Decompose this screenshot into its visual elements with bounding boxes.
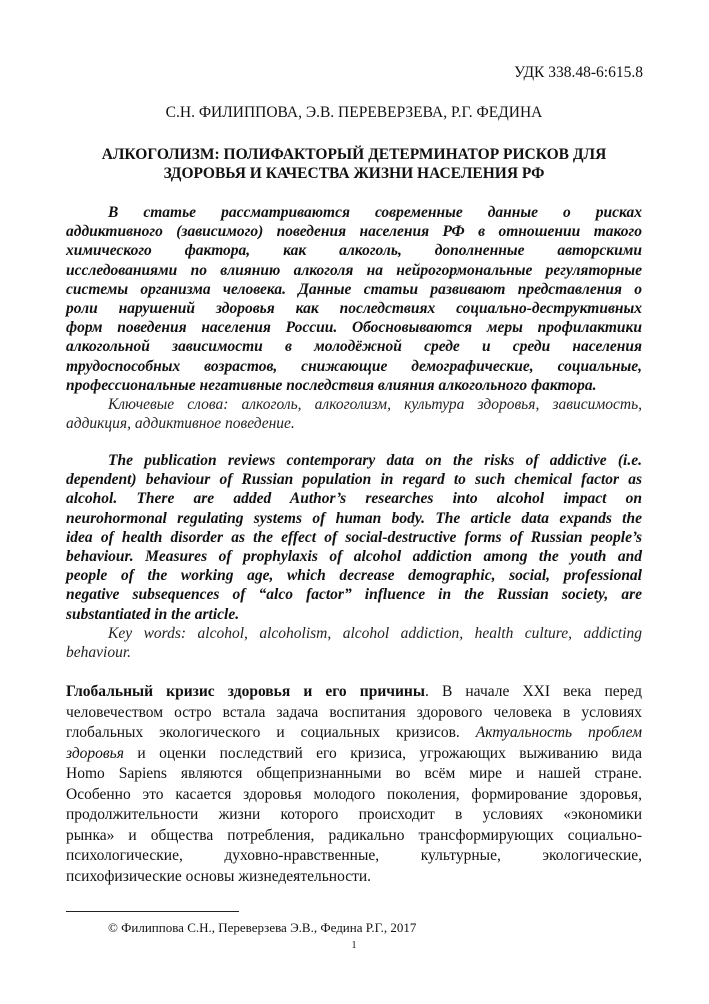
keywords-en-line: behaviour. bbox=[66, 644, 132, 662]
body-line: психологические, духовно-нравственные, культурные, экологические, bbox=[66, 847, 642, 864]
body-line: психофизические основы жизнедеятельности. bbox=[66, 867, 372, 885]
body-italic: Актуальность проблем bbox=[475, 724, 642, 741]
abstract-en-line: behaviour. Measures of prophylaxis of alcohol addiction among the youth and bbox=[66, 548, 642, 566]
abstract-ru-line: системы организма человека. Данные статьи развивают представления о bbox=[66, 280, 642, 298]
section-heading: Глобальный кризис здоровья и его причины bbox=[66, 683, 425, 700]
abstract-en-line: dependent) behaviour of Russian population in regard to such chemical factor as bbox=[66, 471, 642, 489]
keywords-en-line: Key words: alcohol, alcoholism, alcohol addiction, health culture, addicting bbox=[108, 624, 642, 642]
abstract-en bbox=[66, 451, 642, 662]
body-line: рынка» и общества потребления, радикально трансформирующих социально- bbox=[66, 826, 642, 844]
footnote-rule bbox=[66, 911, 239, 912]
abstract-ru-line: В статье рассматриваются современные данные о рисках bbox=[108, 204, 642, 221]
body-text: глобальных экологического и социальных кризисов. bbox=[66, 724, 460, 741]
keywords-ru-line: аддикция, аддиктивное поведение. bbox=[66, 415, 295, 433]
body-line: Особенно это касается здоровья молодого поколения, формирование здоровья, bbox=[66, 785, 642, 803]
keywords-ru bbox=[66, 395, 642, 433]
body-line: продолжительности жизни которого происходит в условиях «экономики bbox=[66, 806, 642, 823]
abstract-en-line: substantiated in the article. bbox=[66, 605, 240, 623]
body-line: Homo Sapiens являются общепризнанными во всём мире и нашей стране. bbox=[66, 765, 642, 782]
keywords-en bbox=[66, 624, 642, 662]
abstract-ru-line: алкогольной зависимости в молодёжной среде и среди населения bbox=[66, 338, 642, 356]
body-line: человечеством остро встала задача воспитания здорового человека в условиях bbox=[66, 703, 642, 721]
body-paragraph bbox=[66, 682, 642, 887]
abstract-ru-line: роли нарушений здоровья как последствиях социально-деструктивных bbox=[66, 300, 642, 318]
authors: С.Н. ФИЛИППОВА, Э.В. ПЕРЕВЕРЗЕВА, Р.Г. ФЕДИНА bbox=[165, 104, 543, 121]
title-line-2: ЗДОРОВЬЯ И КАЧЕСТВА ЖИЗНИ НАСЕЛЕНИЯ РФ bbox=[163, 165, 545, 182]
abstract-ru-line: профессиональные негативные последствия влияния алкогольного фактора. bbox=[66, 376, 597, 394]
abstract-ru-line: исследованиями по влиянию алкоголя на нейрогормональные регуляторные bbox=[66, 261, 642, 279]
body-line-1 bbox=[66, 682, 642, 703]
abstract-en-line: negative subsequences of “alco factor” influence in the Russian society, are bbox=[66, 586, 642, 604]
abstract-en-text bbox=[66, 451, 642, 624]
abstract-ru-line: трудоспособных возрастов, снижающие демографические, социальные, bbox=[66, 357, 642, 375]
abstract-ru-text bbox=[66, 203, 642, 395]
abstract-ru-line: аддиктивного (зависимого) поведения населения РФ в отношении такого bbox=[66, 223, 642, 241]
body-text: . В начале XXI века перед bbox=[424, 683, 642, 700]
abstract-en-line: The publication reviews contemporary data on the risks of addictive (i.e. bbox=[108, 452, 642, 469]
footnote: © Филиппова С.Н., Переверзева Э.В., Федина Р.Г., 2017 bbox=[108, 920, 417, 935]
abstract-en-line: idea of health disorder as the effect of social-destructive forms of Russian people’s bbox=[66, 528, 642, 546]
abstract-ru bbox=[66, 203, 642, 433]
abstract-en-line: people of the working age, which decrease demographic, social, professional bbox=[66, 567, 642, 585]
body-text: и оценки последствий его кризиса, угрожающих выживанию вида bbox=[123, 744, 642, 762]
keywords-ru-line: Ключевые слова: алкоголь, алкоголизм, культура здоровья, зависимость, bbox=[108, 396, 642, 414]
body-italic: здоровья bbox=[66, 744, 124, 762]
body-line-4 bbox=[66, 744, 642, 765]
abstract-en-line: alcohol. There are added Author’s researches into alcohol impact on bbox=[66, 490, 642, 508]
abstract-en-line: neurohormonal regulating systems of human body. The article data expands the bbox=[66, 509, 642, 527]
article-title bbox=[66, 145, 642, 183]
title-line-1: АЛКОГОЛИЗМ: ПОЛИФАКТОРЫЙ ДЕТЕРМИНАТОР РИСКОВ ДЛЯ bbox=[101, 146, 607, 163]
udc-code: УДК 338.48-6:615.8 bbox=[514, 64, 643, 81]
abstract-ru-line: химического фактора, как алкоголь, дополненные авторскими bbox=[66, 242, 642, 260]
abstract-ru-line: форм поведения населения России. Обосновываются меры профилактики bbox=[66, 319, 642, 337]
page-number: 1 bbox=[351, 940, 357, 951]
body-line-3 bbox=[66, 723, 642, 744]
